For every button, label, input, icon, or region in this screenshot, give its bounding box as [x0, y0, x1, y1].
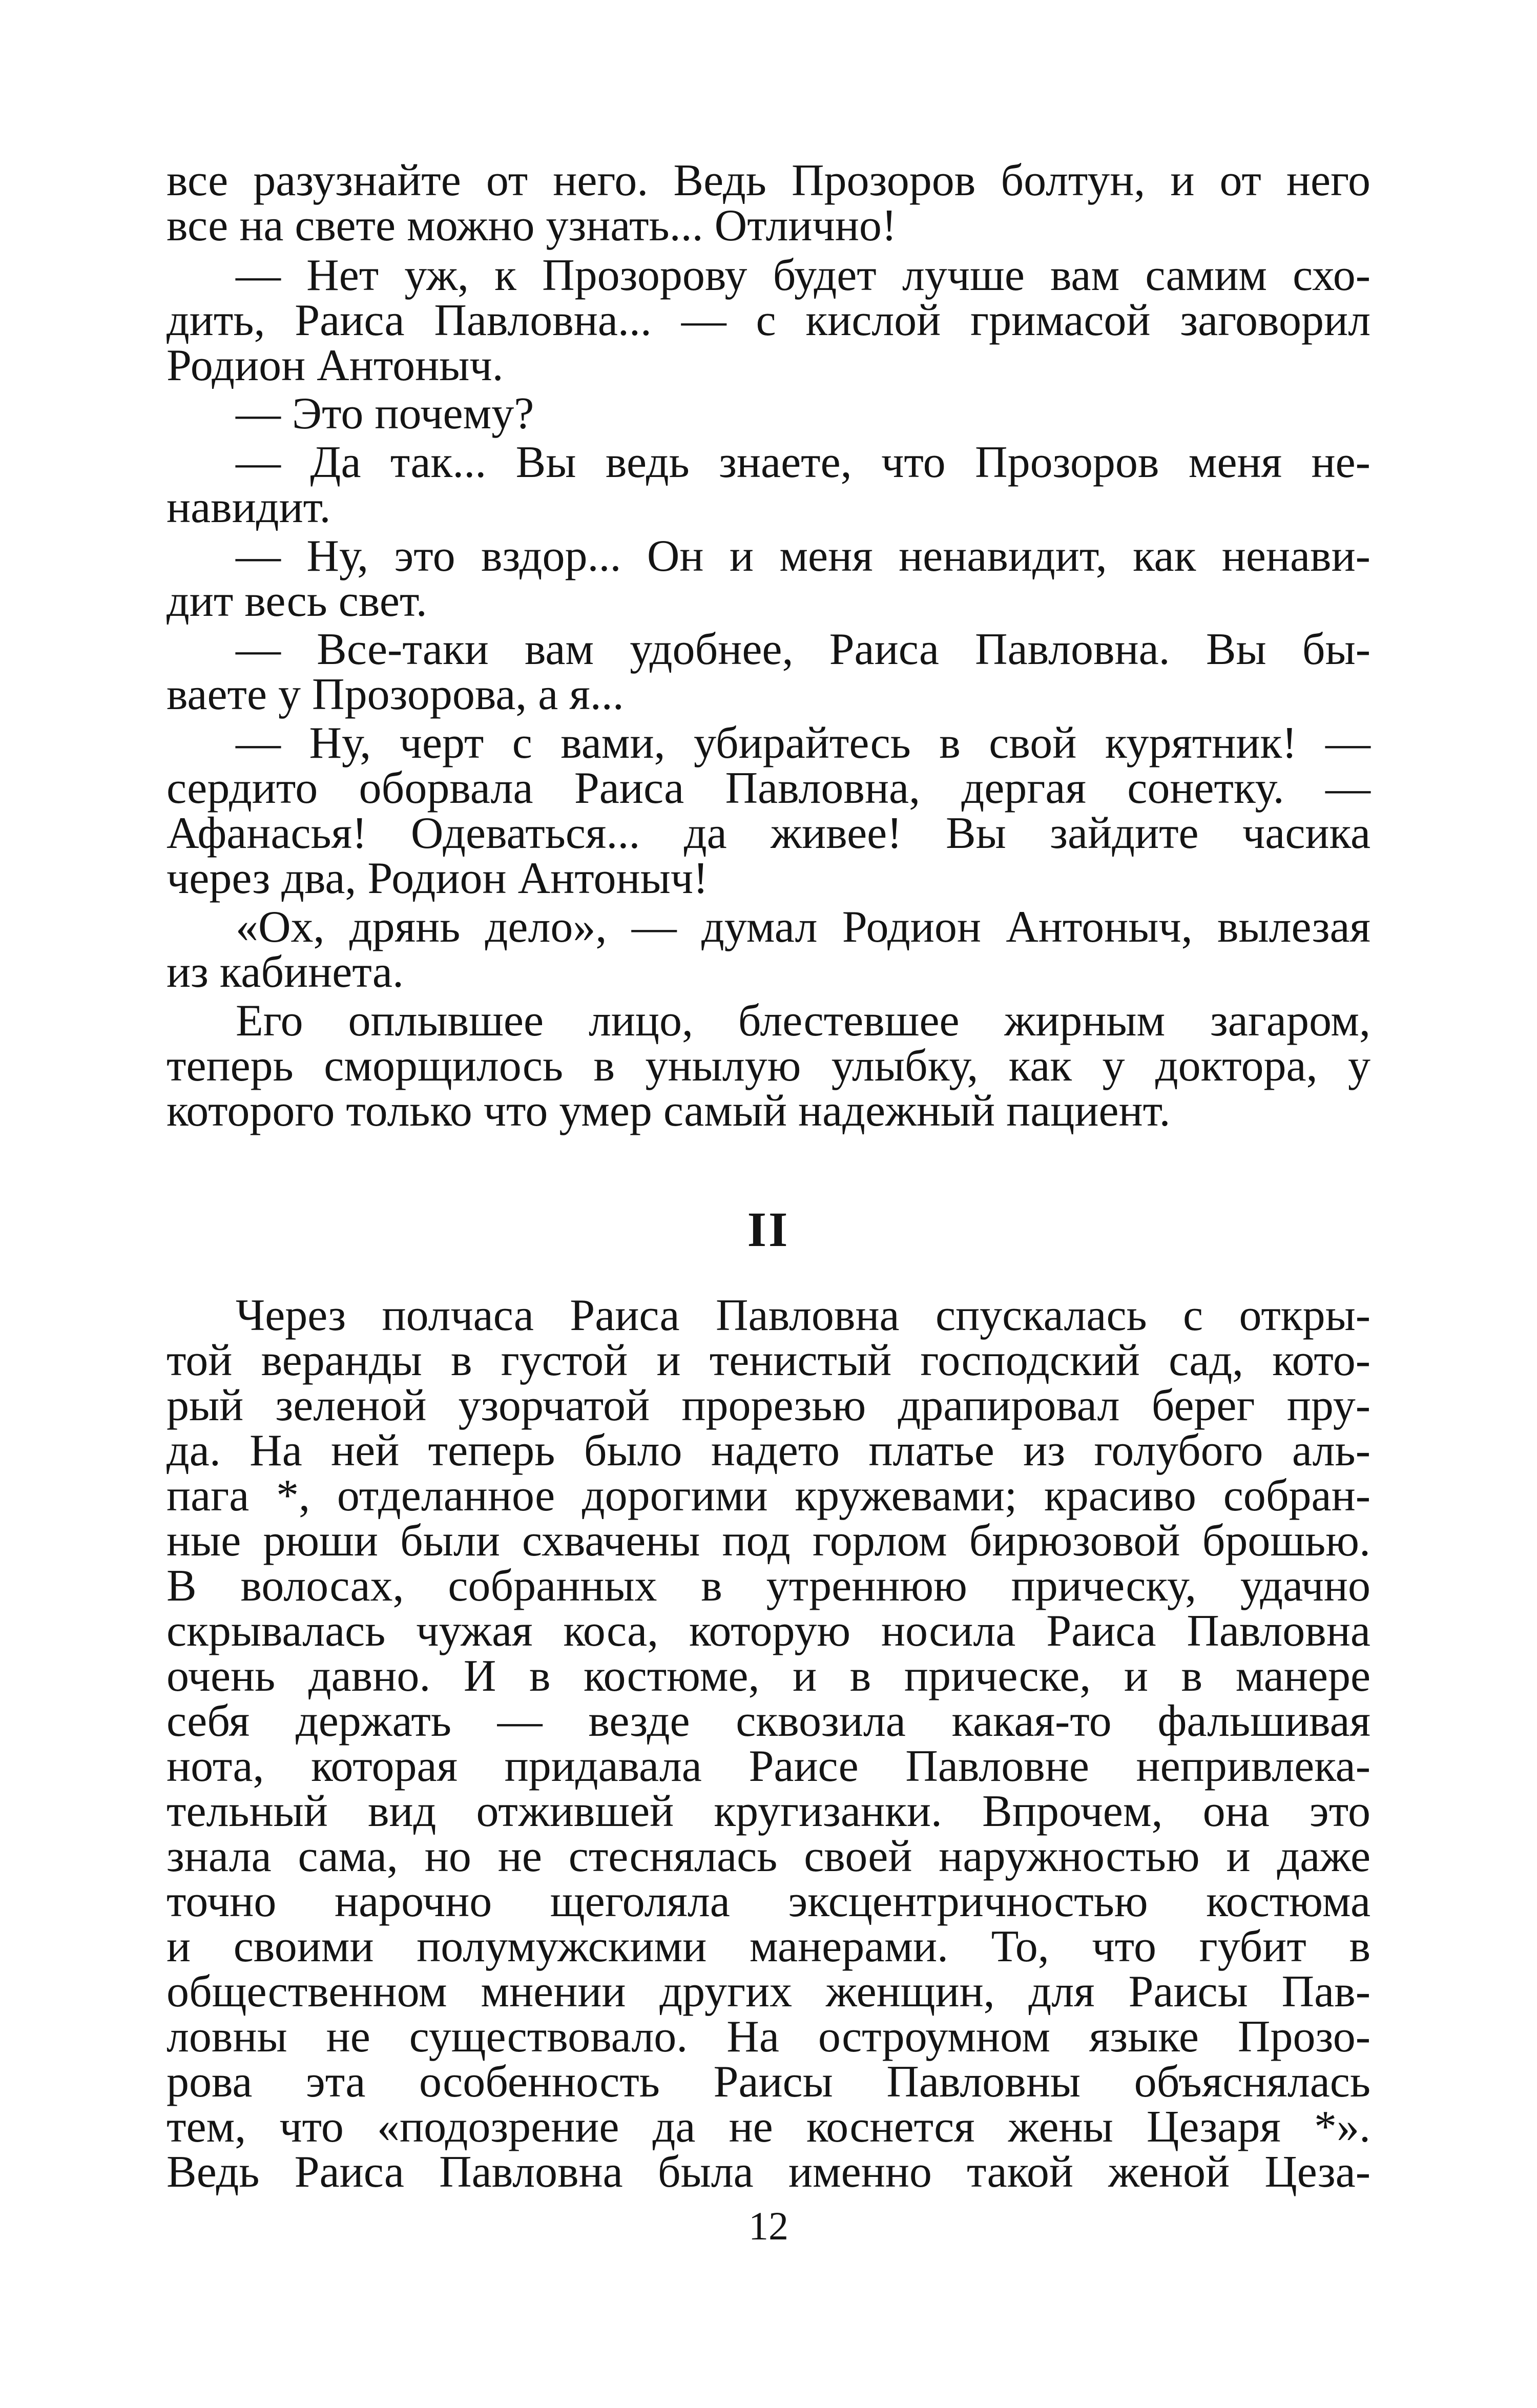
text-line: ные рюши были схвачены под горлом бирюзовой брошью. — [167, 1516, 1370, 1566]
text-line: — Все-таки вам удобнее, Раиса Павловна. Вы бы- — [236, 625, 1370, 674]
text-line: «Ох, дрянь дело», — думал Родион Антоныч, вылезая — [236, 902, 1370, 952]
text-line: нота, которая придавала Раисе Павловне непривлека- — [167, 1741, 1370, 1791]
text-line: ловны не существовало. На остроумном языке Прозо- — [167, 2012, 1370, 2062]
text-line: которого только что умер самый надежный пациент. — [167, 1086, 1171, 1136]
text-line: очень давно. И в костюме, и в прическе, и в манере — [167, 1651, 1370, 1701]
text-line: все на свете можно узнать... Отлично! — [167, 201, 897, 251]
text-line: Его оплывшее лицо, блестевшее жирным загаром, — [236, 996, 1370, 1046]
text-line: все разузнайте от него. Ведь Прозоров болтун, и от него — [167, 156, 1370, 205]
text-line: и своими полумужскими манерами. То, что губит в — [167, 1922, 1370, 1971]
text-line: Афанасья! Одеваться... да живее! Вы зайдите часика — [167, 808, 1370, 858]
text-line: той веранды в густой и тенистый господский сад, кото- — [167, 1336, 1370, 1385]
text-line: — Нет уж, к Прозорову будет лучше вам самим схо- — [236, 251, 1370, 300]
text-line: Родион Антоныч. — [167, 341, 504, 390]
text-line: дить, Раиса Павловна... — с кислой гримасой заговорил — [167, 296, 1370, 345]
text-line: из кабинета. — [167, 947, 404, 997]
chapter-heading: II — [747, 1202, 790, 1257]
text-line: точно нарочно щеголяла эксцентричностью костюма — [167, 1877, 1370, 1926]
text-line: тем, что «подозрение да не коснется жены Цезаря *». — [167, 2102, 1370, 2152]
text-line: Через полчаса Раиса Павловна спускалась с откры- — [236, 1291, 1370, 1340]
text-line: дит весь свет. — [167, 576, 427, 626]
text-line: тельный вид отжившей кругизанки. Впрочем, она это — [167, 1787, 1370, 1836]
text-line: рый зеленой узорчатой прорезью драпировал берег пру- — [167, 1381, 1370, 1430]
text-line: через два, Родион Антоныч! — [167, 854, 709, 903]
text-line: себя держать — везде сквозила какая-то фальшивая — [167, 1696, 1370, 1746]
text-line: сердито оборвала Раиса Павловна, дергая сонетку. — — [167, 763, 1370, 813]
text-line: — Да так... Вы ведь знаете, что Прозоров меня не- — [236, 438, 1370, 487]
text-line: скрывалась чужая коса, которую носила Раиса Павловна — [167, 1606, 1370, 1656]
text-line: общественном мнении других женщин, для Раисы Пав- — [167, 1967, 1370, 2017]
text-line: знала сама, но не стеснялась своей наружностью и даже — [167, 1832, 1370, 1881]
text-line: рова эта особенность Раисы Павловны объяснялась — [167, 2057, 1370, 2107]
text-line: навидит. — [167, 483, 331, 532]
text-line: да. На ней теперь было надето платье из голубого аль- — [167, 1426, 1370, 1476]
text-line: пага *, отделанное дорогими кружевами; красиво собран- — [167, 1471, 1370, 1521]
text-line: ваете у Прозорова, а я... — [167, 670, 624, 719]
page-number: 12 — [749, 2204, 788, 2248]
text-line: — Ну, черт с вами, убирайтесь в свой курятник! — — [236, 718, 1370, 768]
text-line: — Это почему? — [236, 389, 534, 439]
text-line: Ведь Раиса Павловна была именно такой женой Цеза- — [167, 2147, 1370, 2197]
text-line: — Ну, это вздор... Он и меня ненавидит, как ненави- — [236, 531, 1370, 581]
text-line: В волосах, собранных в утреннюю прическу, удачно — [167, 1561, 1370, 1611]
text-line: теперь сморщилось в унылую улыбку, как у доктора, у — [167, 1041, 1370, 1091]
